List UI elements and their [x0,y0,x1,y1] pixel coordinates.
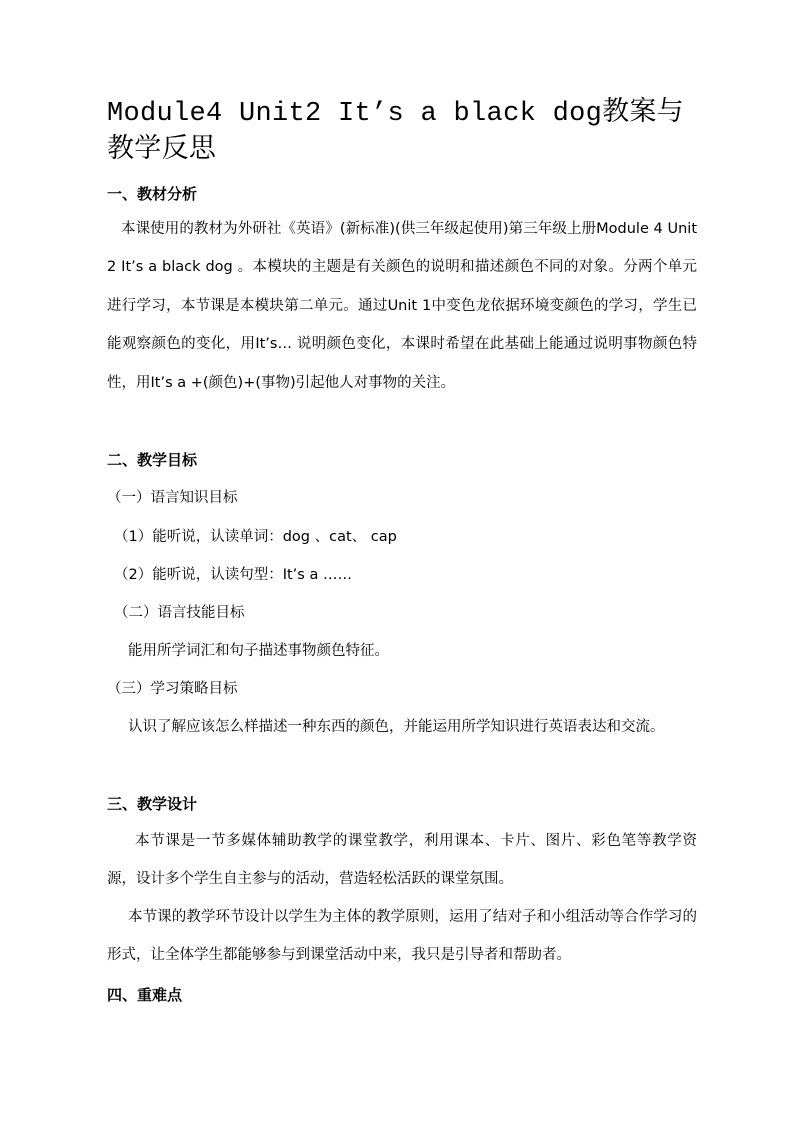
paragraph-analysis: 本课使用的教材为外研社《英语》(新标准)(供三年级起使用)第三年级上册Module 4 Unit 2 It’s a black dog 。本模块的主题是有关颜色的说明和描述颜色不同的对象。分两个单元进行学习，本节课是本模块第二单元。通过Unit 1中变色龙依据环境变颜色的学习，学生已能观察颜色的变化，用It’s… 说明颜色变化，本课时希望在此基础上能通过说明事物颜色特性，用It’s a +(颜色)+(事物)引起他人对事物的关注。 [107,221,697,391]
section-heading-objectives: 二、教学目标 [107,451,198,469]
objective-strategy-text: 认识了解应该怎么样描述一种东西的颜色，并能运用所学知识进行英语表达和交流。 [128,719,665,735]
objective-item-words: （1）能听说，认读单词：dog 、cat、 cap [114,529,397,545]
paragraph-design-2: 本节课的教学环节设计以学生为主体的教学原则，运用了结对子和小组活动等合作学习的形式，让全体学生都能够参与到课堂活动中来，我只是引导者和帮助者。 [107,909,697,964]
objective-skills-text: 能用所学词汇和句子描述事物颜色特征。 [128,643,389,659]
page-title: Module4 Unit2 It’s a black dog教案与教学反思 [107,99,684,166]
objective-item-sentences: （2）能听说，认读句型：It’s a …… [114,567,352,583]
section-heading-design: 三、教学设计 [107,795,198,813]
objective-skills-heading: （二）语言技能目标 [114,605,245,621]
section-heading-analysis: 一、教材分析 [107,185,198,203]
objective-strategy-heading: （三）学习策略目标 [107,681,238,697]
paragraph-design-1: 本节课是一节多媒体辅助教学的课堂教学，利用课本、卡片、图片、彩色笔等教学资源，设计多个学生自主参与的活动，营造轻松活跃的课堂氛围。 [107,833,697,888]
section-heading-key-points: 四、重难点 [107,986,183,1004]
objective-knowledge-heading: （一）语言知识目标 [107,490,238,506]
